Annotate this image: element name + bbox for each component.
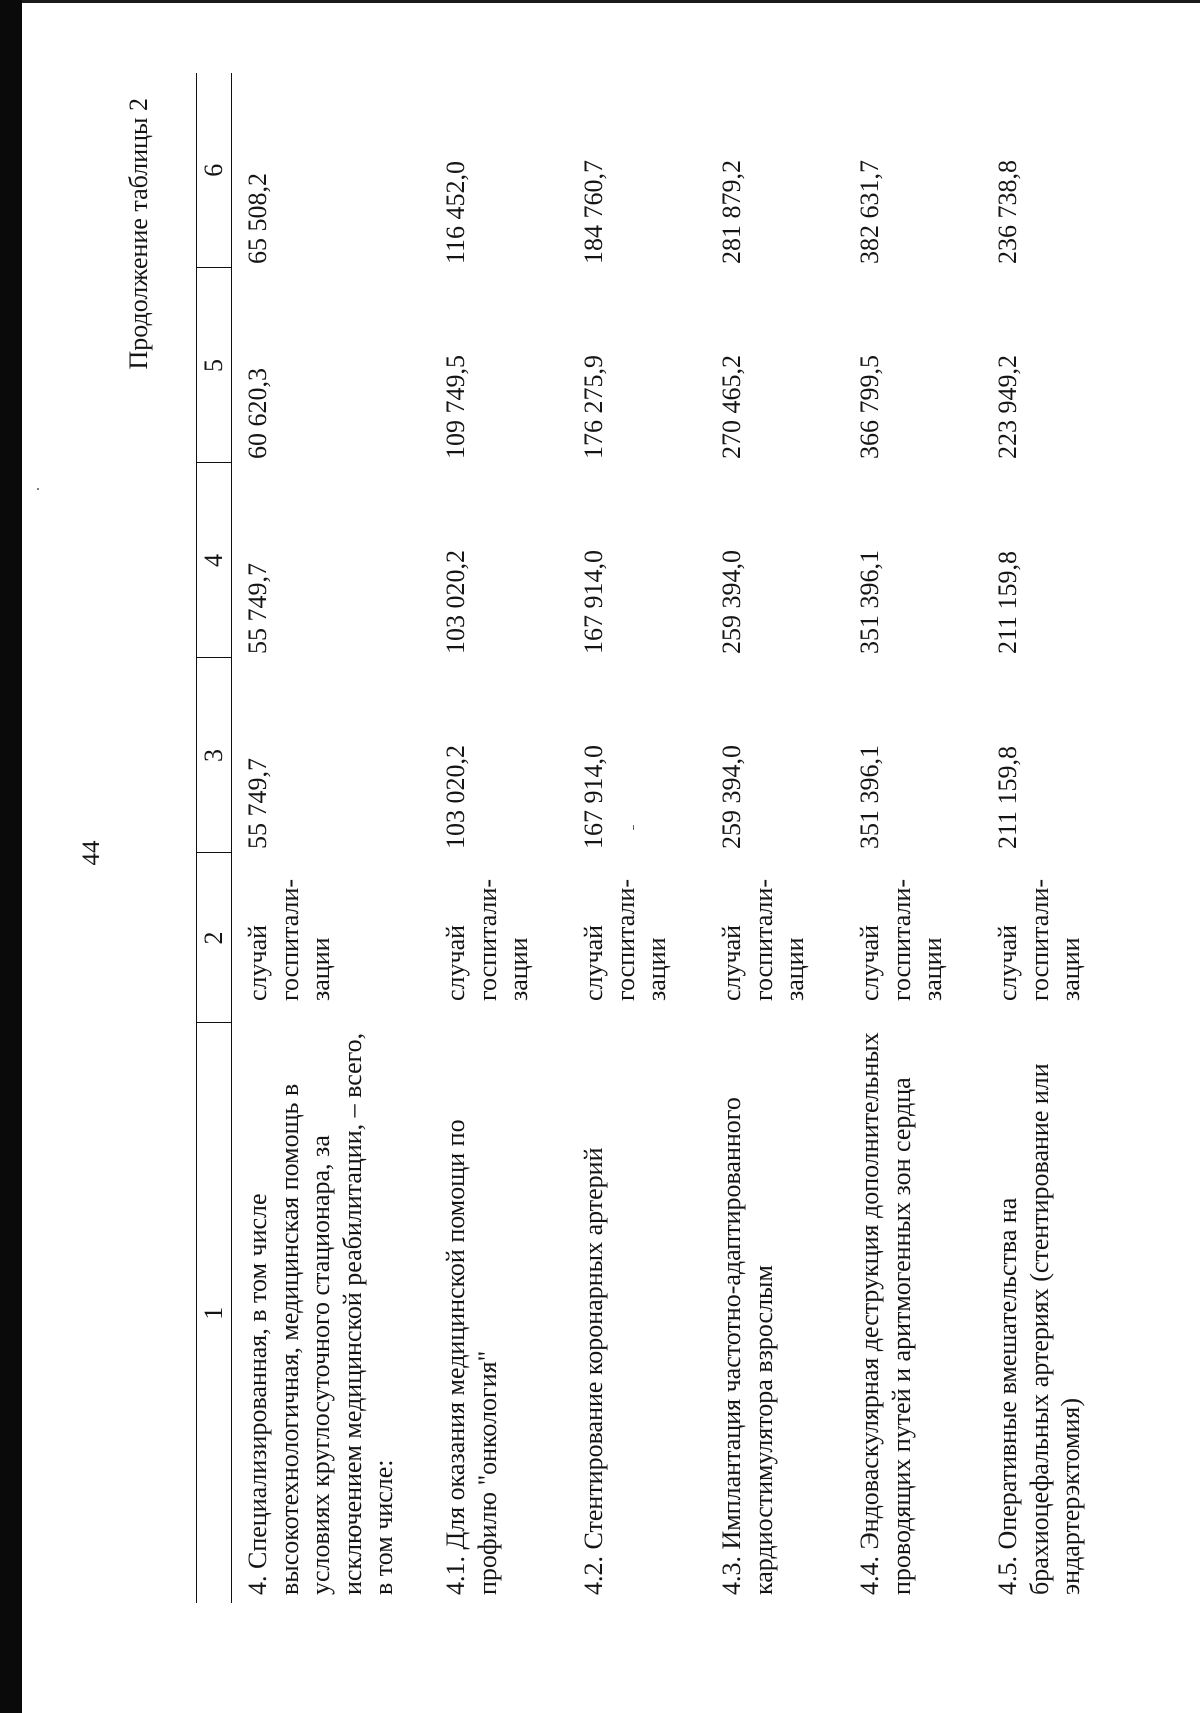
table-row	[706, 73, 844, 1603]
table-row	[232, 73, 431, 1603]
header-cell-6: 6	[197, 73, 232, 268]
row-value-cell: 223 949,2	[993, 355, 1022, 459]
row-unit-cell: случай госпитали-зации	[717, 878, 809, 1001]
row-value-cell: 211 159,8	[993, 550, 1022, 654]
row-unit-cell: случай госпитали-зации	[243, 878, 335, 1001]
row-value-cell: 167 914,0	[579, 550, 608, 654]
header-cell-3: 3	[197, 658, 232, 853]
row-value-cell: 103 020,2	[441, 550, 470, 654]
row-value-cell: 103 020,2	[441, 745, 470, 849]
row-value-cell: 184 760,7	[579, 160, 608, 264]
row-value-cell: 351 396,1	[855, 745, 884, 849]
row-name-cell: 4.2. Стентирование коронарных артерий	[579, 1147, 608, 1595]
row-value-cell: 270 465,2	[717, 355, 746, 459]
row-name-cell: 4.5. Оперативные вмешательства на брахиоцефальных артериях (стентирование или эндартерэктомия)	[993, 1063, 1085, 1595]
header-cell-5: 5	[197, 268, 232, 463]
row-value-cell: 55 749,7	[243, 758, 272, 849]
row-value-cell: 259 394,0	[717, 745, 746, 849]
data-table	[196, 73, 1102, 1603]
row-unit-cell: случай госпитали-зации	[579, 878, 671, 1001]
row-value-cell: 167 914,0	[579, 745, 608, 849]
row-name-cell: 4.4. Эндоваскулярная деструкция дополнительных проводящих путей и аритмогенных зон сердца	[855, 1032, 916, 1595]
table-row	[430, 73, 568, 1603]
row-unit-cell: случай госпитали-зации	[855, 878, 947, 1001]
row-unit-cell: случай госпитали-зации	[441, 878, 533, 1001]
row-name-cell: 4.3. Имплантация частотно-адаптированного кардиостимулятора взрослым	[717, 1097, 778, 1595]
row-value-cell: 116 452,0	[441, 160, 470, 264]
table-header-row	[197, 73, 232, 1603]
continuation-title: Продолжение таблицы 2	[124, 98, 153, 370]
table-row	[982, 73, 1102, 1603]
row-value-cell: 259 394,0	[717, 550, 746, 654]
row-value-cell: 382 631,7	[855, 160, 884, 264]
header-cell-1: 1	[197, 1023, 232, 1603]
table-row	[844, 73, 982, 1603]
row-value-cell: 176 275,9	[579, 355, 608, 459]
row-name-cell: 4.1. Для оказания медицинской помощи по профилю "онкология"	[441, 1119, 502, 1595]
row-value-cell: 281 879,2	[717, 160, 746, 264]
row-value-cell: 211 159,8	[993, 745, 1022, 849]
header-cell-2: 2	[197, 853, 232, 1023]
row-value-cell: 65 508,2	[243, 173, 272, 264]
row-value-cell: 55 749,7	[243, 563, 272, 654]
table-row	[568, 73, 706, 1603]
page-number: 44	[78, 840, 105, 866]
row-value-cell: 109 749,5	[441, 355, 470, 459]
row-value-cell: 60 620,3	[243, 368, 272, 459]
row-value-cell: 236 738,8	[993, 160, 1022, 264]
row-name-cell: 4. Специализированная, в том числе высокотехнологичная, медицинская помощь в условиях круглосуточного стационара, за исключением медицинской реабилитации, – всего, в том числе:	[243, 1032, 398, 1595]
row-unit-cell: случай госпитали-зации	[993, 878, 1085, 1001]
header-cell-4: 4	[197, 463, 232, 658]
row-value-cell: 366 799,5	[855, 355, 884, 459]
row-value-cell: 351 396,1	[855, 550, 884, 654]
